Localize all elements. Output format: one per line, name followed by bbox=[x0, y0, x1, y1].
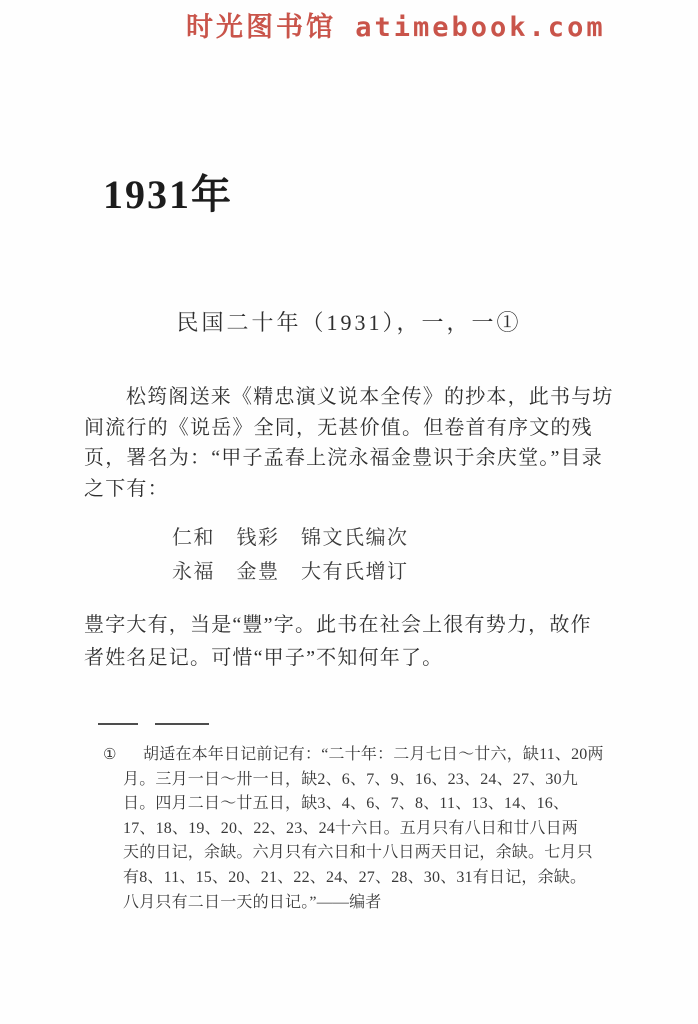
paragraph-1 bbox=[84, 382, 624, 504]
paragraph-1-line-3: 页，署名为：“甲子孟春上浣永福金豊识于余庆堂。”目录 bbox=[84, 447, 603, 469]
paragraph-2 bbox=[84, 609, 624, 674]
editors-names-block bbox=[172, 521, 409, 589]
section-heading: 民国二十年（1931），一，一① bbox=[176, 310, 522, 335]
watermark-text: 时光图书馆 atimebook.com bbox=[186, 12, 606, 43]
footnote-line-1 bbox=[103, 743, 613, 768]
paragraph-1-line-1: 松筠阁送来《精忠演义说本全传》的抄本，此书与坊 bbox=[126, 386, 614, 408]
paragraph-2-line-1: 豊字大有，当是“豐”字。此书在社会上很有势力，故作 bbox=[84, 614, 592, 636]
footnote-line-5: 天的日记，余缺。六月只有六日和十八日两天日记，余缺。七月只 bbox=[123, 844, 593, 862]
separator-segment-left bbox=[98, 723, 138, 725]
editor-line-2: 永福 金豊 大有氏增订 bbox=[172, 561, 409, 583]
footnote-marker: ① bbox=[103, 747, 117, 763]
editor-line-1: 仁和 钱彩 锦文氏编次 bbox=[172, 527, 409, 549]
footnote-separator bbox=[98, 723, 209, 726]
footnote-line-7: 八月只有二日一天的日记。”——编者 bbox=[123, 893, 382, 911]
footnote-line-6: 有8、11、15、20、21、22、24、27、28、30、31有日记，余缺。 bbox=[123, 868, 587, 886]
watermark bbox=[186, 5, 606, 44]
footnote bbox=[103, 743, 613, 915]
footnote-line-3: 日。四月二日～廿五日，缺3、4、6、7、8、11、13、14、16、 bbox=[123, 795, 570, 813]
year-title: 1931年 bbox=[103, 172, 233, 217]
footnote-line-2: 月。三月一日～卅一日，缺2、6、7、9、16、23、24、27、30九 bbox=[123, 770, 579, 788]
footnote-line-4: 17、18、19、20、22、23、24十六日。五月只有八日和廿八日两 bbox=[123, 819, 579, 837]
footnote-line-1-text: 胡适在本年日记前记有：“二十年：二月七日～廿六，缺11、20两 bbox=[143, 746, 604, 763]
paragraph-1-line-4: 之下有： bbox=[84, 477, 169, 500]
separator-segment-right bbox=[155, 723, 209, 725]
paragraph-1-line-2: 间流行的《说岳》全同，无甚价值。但卷首有序文的残 bbox=[84, 416, 593, 439]
paragraph-2-line-2: 者姓名足记。可惜“甲子”不知何年了。 bbox=[84, 646, 444, 669]
